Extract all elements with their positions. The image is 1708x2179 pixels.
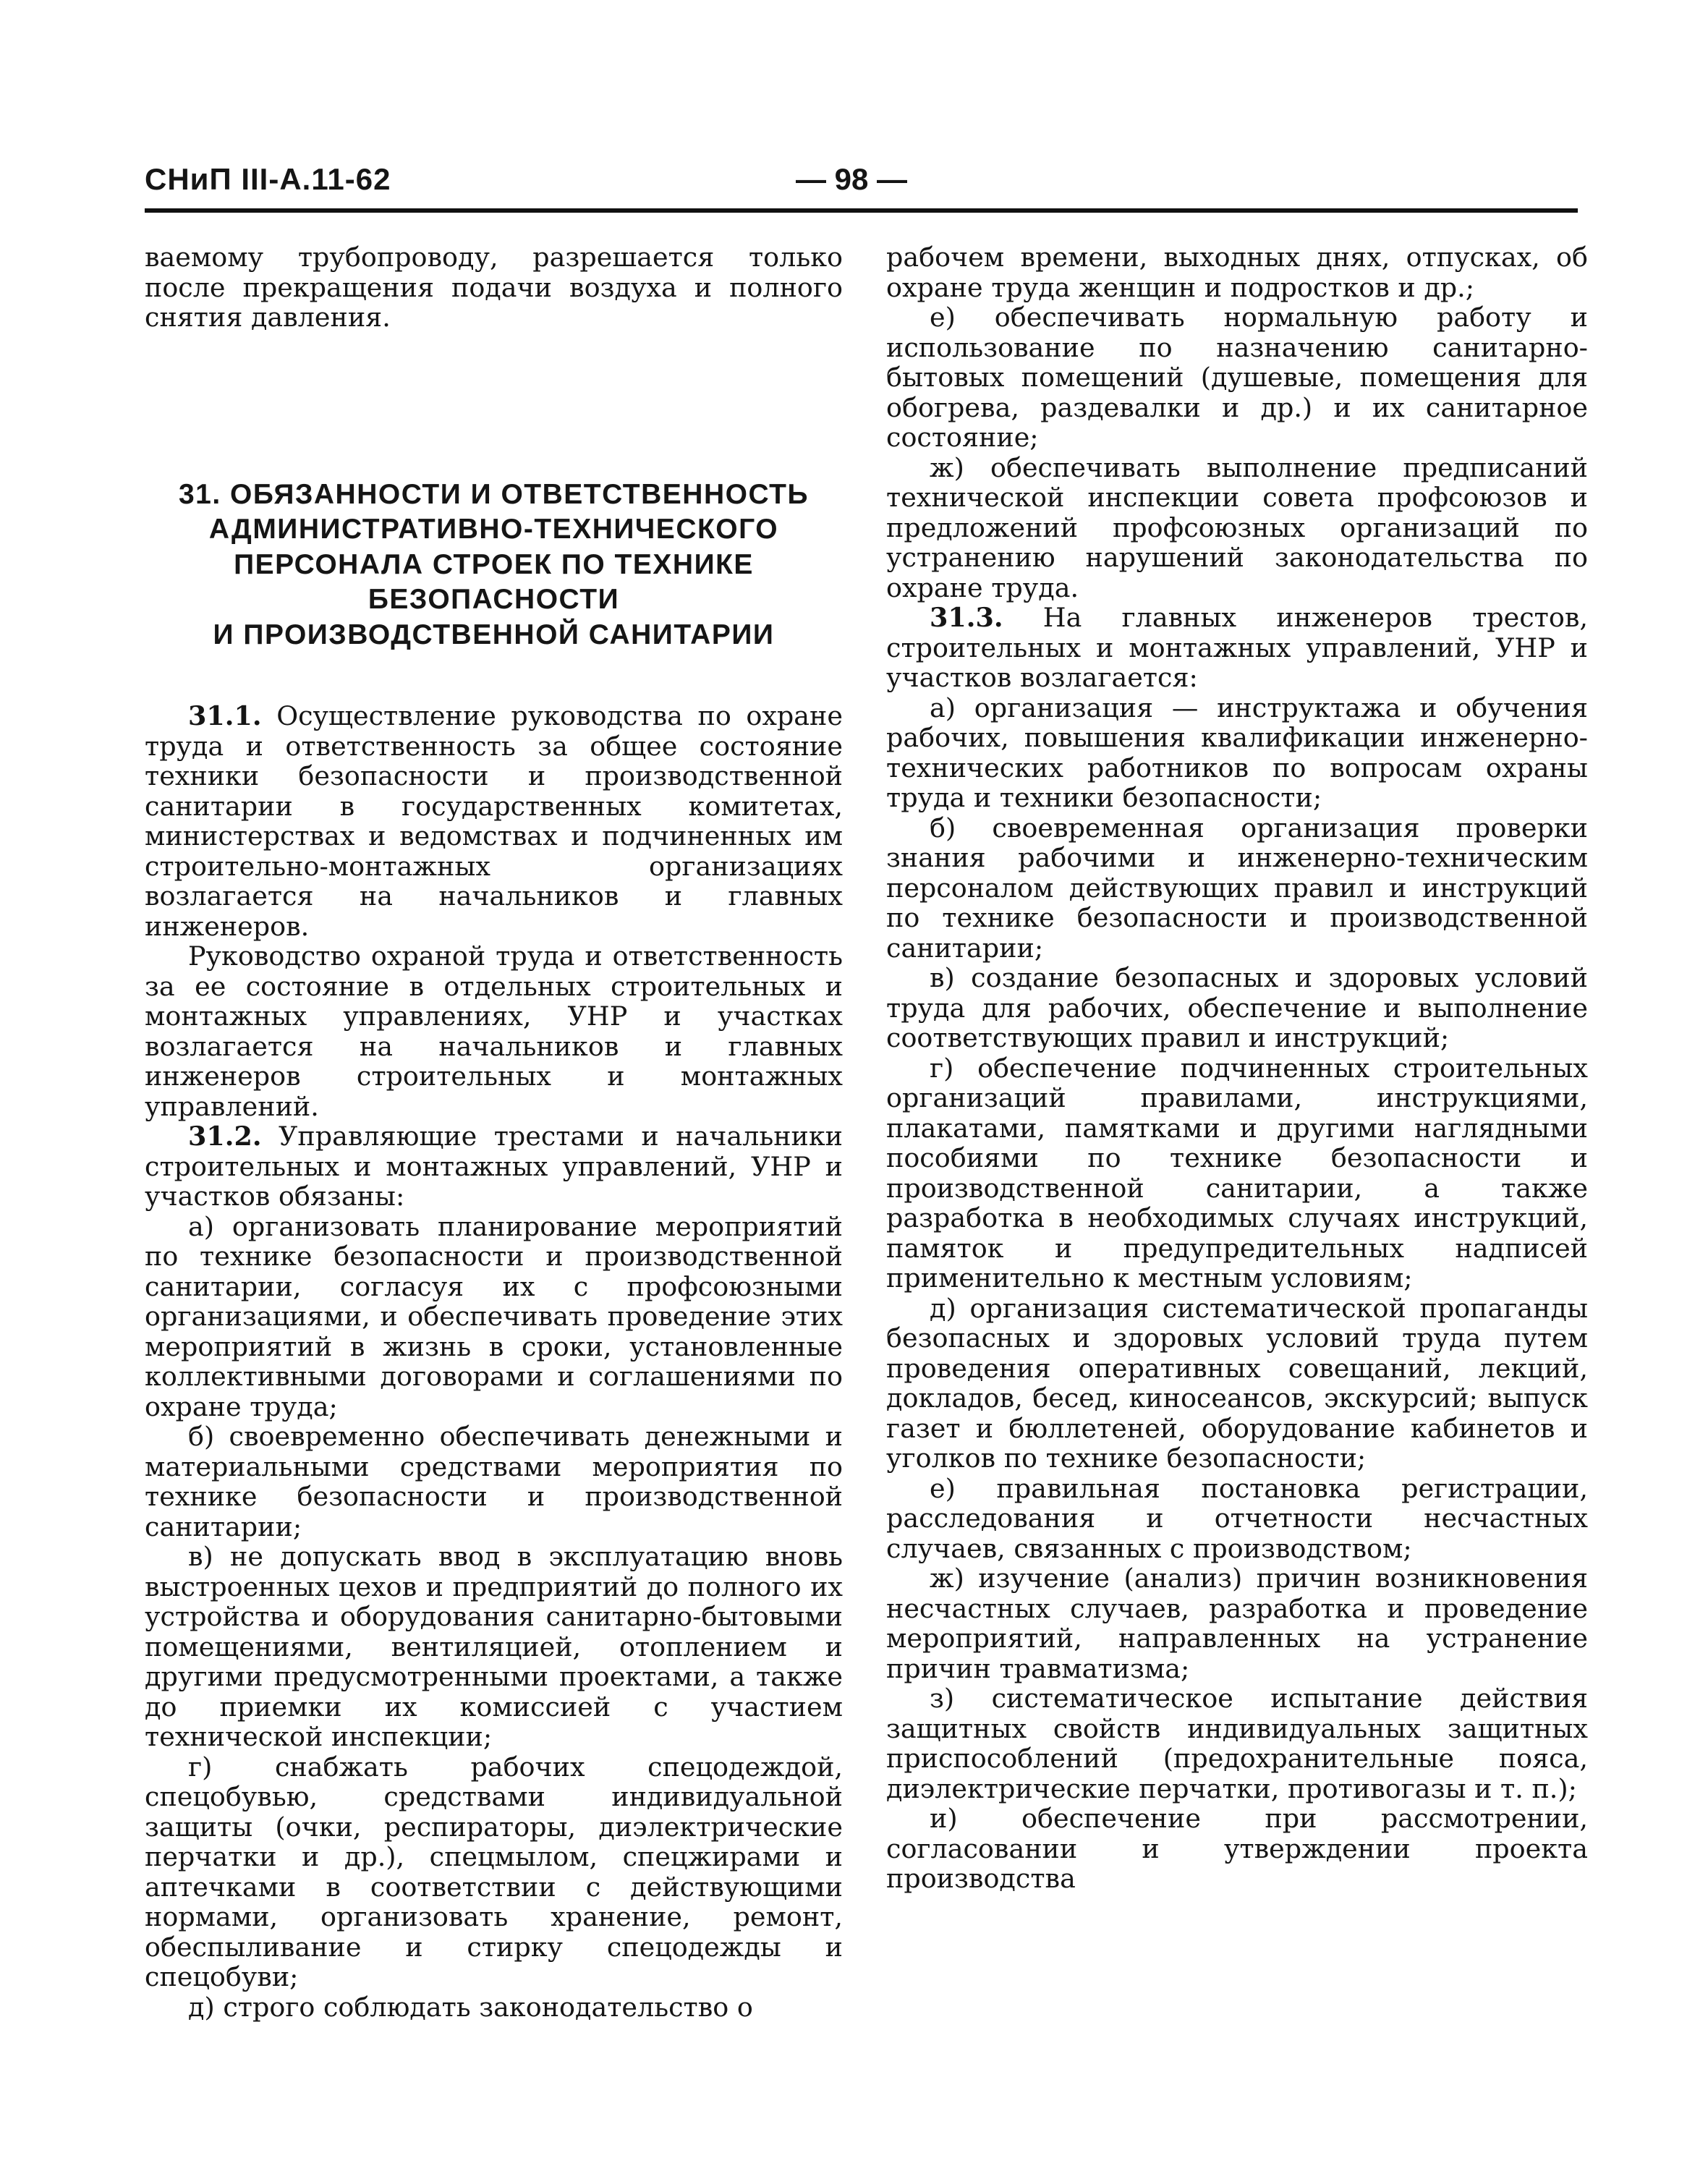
list-item-v: в) создание безопасных и здоровых условий труда для рабочих, обеспечение и выполнение соответствующих правил и инструкций; — [886, 962, 1588, 1053]
section-title-line: БЕЗОПАСНОСТИ — [367, 584, 620, 615]
header-rule — [145, 208, 1578, 213]
clause-31-2 — [145, 1121, 843, 1212]
right-column — [886, 242, 1588, 1894]
clause-text: Управляющие трестами и начальники строительных и монтажных управлений, УНР и участков обязаны: — [145, 1121, 843, 1212]
document-code: СНиП III-А.11-62 — [145, 162, 391, 196]
clause-text: Осуществление руководства по охране труда и ответственность за общее состояние техники безопасности и производственной санитарии в государственных комитетах, министерствах и ведомствах и подчиненных им строительно-монтажных организациях возлагается на начальников и главных инженеров. — [145, 700, 843, 942]
clause-text: На главных инженеров трестов, строительных и монтажных управлений, УНР и участков возлагается: — [886, 602, 1588, 693]
list-item-d: д) строго соблюдать законодательство о — [188, 1991, 753, 2023]
list-item-i: и) обеспечение при рассмотрении, согласовании и утверждении проекта производства — [886, 1803, 1588, 1894]
section-title-line: ПЕРСОНАЛА СТРОЕК ПО ТЕХНИКЕ — [234, 548, 754, 580]
continuation-text: ваемому трубопроводу, разрешается только после прекращения подачи воздуха и полного снятия давления. — [145, 242, 843, 333]
list-item-e2: е) правильная постановка регистрации, расследования и отчетности несчастных случаев, связанных с производством; — [886, 1472, 1588, 1564]
page-header — [145, 162, 1578, 205]
list-item-z: з) систематическое испытание действия защитных свойств индивидуальных защитных приспособлений (предохранительные пояса, диэлектрические перчатки, противогазы и т. п.); — [886, 1683, 1588, 1804]
clause-number: 31.1. — [188, 700, 262, 731]
list-item-a: а) организация — инструктажа и обучения рабочих, повышения квалификации инженерно-технических работников по вопросам охраны труда и техники безопасности; — [886, 692, 1588, 813]
clause-31-1-b: Руководство охраной труда и ответственность за ее состояние в отдельных строительных и монтажных управлениях, УНР и участках возлагается на начальников и главных инженеров строительных и монтажных управлений. — [145, 940, 843, 1122]
list-item-b: б) своевременно обеспечивать денежными и материальными средствами мероприятия по технике безопасности и производственной санитарии; — [145, 1421, 843, 1542]
list-item-g: г) обеспечение подчиненных строительных организаций правилами, инструкциями, плакатами, памятками и другими наглядными пособиями по технике безопасности и производственной санитарии, а также разработка в необходимых случаях инструкций, памяток и предупредительных надписей применительно к местным условиям; — [886, 1052, 1588, 1294]
section-title-line: АДМИНИСТРАТИВНО-ТЕХНИЧЕСКОГО — [208, 514, 779, 545]
page-number: — 98 — — [796, 162, 908, 196]
clause-number: 31.2. — [188, 1121, 262, 1152]
clause-31-1 — [145, 701, 843, 941]
left-column — [145, 242, 843, 2022]
list-item-g: г) снабжать рабочих спецодеждой, спецобувью, средствами индивидуальной защиты (очки, респираторы, диэлектрические перчатки и др.), спецмылом, спецжирами и аптечками в соответствии с действующими нормами, организовать хранение, ремонт, обеспыливание и стирку спецодежды и спецобуви; — [145, 1751, 843, 1992]
list-item-a: а) организовать планирование мероприятий по технике безопасности и производственной санитарии, согласуя их с профсоюзными организациями, и обеспечивать проведение этих мероприятий в жизнь в сроки, установленные коллективными договорами и соглашениями по охране труда; — [145, 1210, 843, 1422]
list-item-e: е) обеспечивать нормальную работу и использование по назначению санитарно-бытовых помещений (душевые, помещения для обогрева, раздевалки и др.) и их санитарное состояние; — [886, 302, 1588, 453]
list-item-zh2: ж) изучение (анализ) причин возникновения несчастных случаев, разработка и проведение мероприятий, направленных на устранение причин травматизма; — [886, 1563, 1588, 1684]
section-title-line: 31. ОБЯЗАННОСТИ И ОТВЕТСТВЕННОСТЬ — [178, 478, 810, 510]
clause-number: 31.3. — [930, 602, 1003, 633]
list-item-zh: ж) обеспечивать выполнение предписаний технической инспекции совета профсоюзов и предложений профсоюзных организаций по устранению нарушений законодательства по охране труда. — [886, 451, 1588, 603]
list-item-v: в) не допускать ввод в эксплуатацию вновь выстроенных цехов и предприятий до полного их устройства и оборудования санитарно-бытовыми помещениями, вентиляцией, отоплением и другими предусмотренными проектами, а также до приемки их комиссией с участием технической инспекции; — [145, 1541, 843, 1752]
clause-31-3 — [886, 603, 1588, 693]
section-title-line: И ПРОИЗВОДСТВЕННОЙ САНИТАРИИ — [213, 619, 775, 650]
list-item-d: д) организация систематической пропаганды безопасных и здоровых условий труда путем проведения оперативных совещаний, лекций, докладов, бесед, киносеансов, экскурсий; выпуск газет и бюллетеней, оборудование кабинетов и уголков по технике безопасности; — [886, 1292, 1588, 1474]
section-title — [145, 477, 843, 653]
continuation-text: рабочем времени, выходных днях, отпусках, об охране труда женщин и подростков и др.; — [886, 242, 1588, 303]
list-item-b: б) своевременная организация проверки знания рабочими и инженерно-техническим персоналом действующих правил и инструкций по технике безопасности и производственной санитарии; — [886, 812, 1588, 964]
